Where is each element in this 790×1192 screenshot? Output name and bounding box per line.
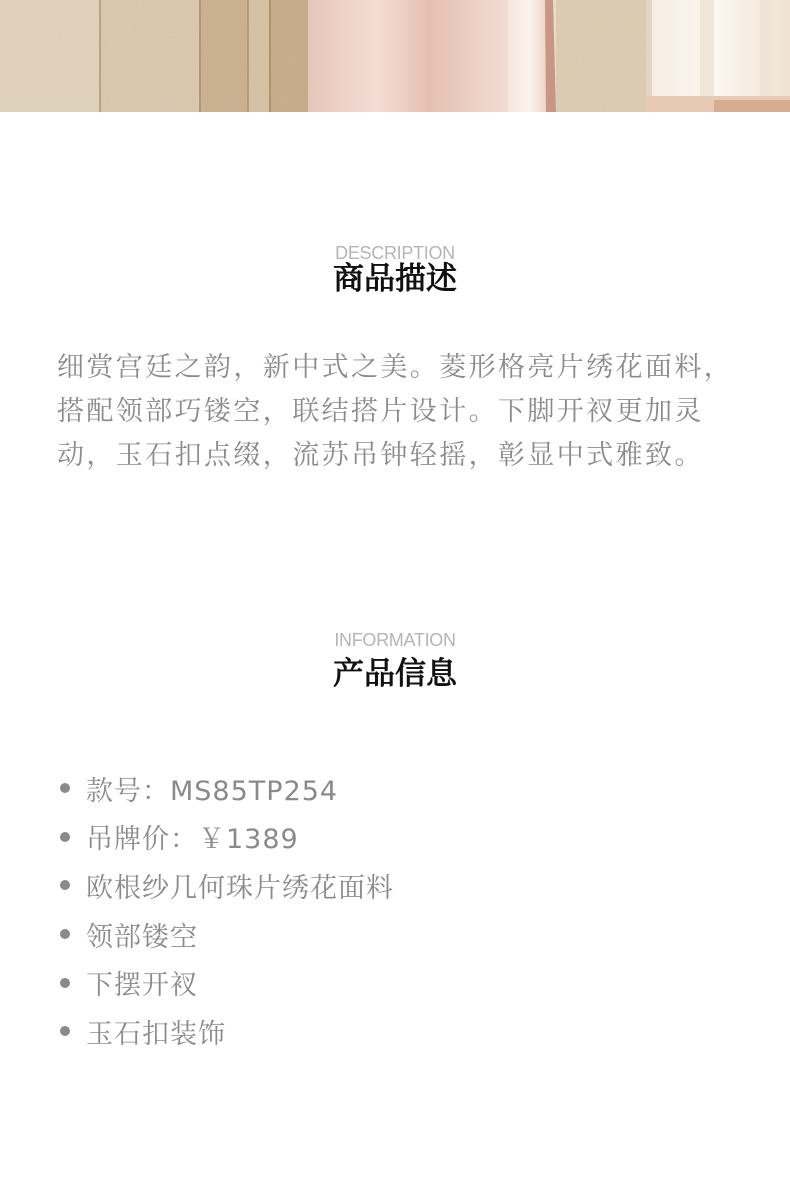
info-item-text: 吊牌价：￥1389: [86, 824, 299, 856]
info-item-text: 款号：MS85TP254: [86, 775, 339, 807]
bullet-icon: [60, 1026, 70, 1036]
information-section-label: INFORMATION: [334, 630, 456, 650]
info-item-collar: [60, 910, 740, 959]
information-section-title: 产品信息: [333, 656, 457, 692]
bullet-icon: [60, 880, 70, 890]
info-item-tag-price: [60, 813, 740, 862]
info-item-text: 下摆开衩: [86, 970, 198, 1002]
info-item-fabric: [60, 861, 740, 910]
bullet-icon: [60, 978, 70, 988]
info-item-text: 领部镂空: [86, 921, 198, 953]
bullet-icon: [60, 832, 70, 842]
product-description-text: 细赏宫廷之韵，新中式之美。菱形格亮片绣花面料，搭配领部巧镂空，联结搭片设计。下脚开衩更加灵动，玉石扣点缀，流苏吊钟轻摇，彰显中式雅致。: [57, 352, 734, 471]
bullet-icon: [60, 929, 70, 939]
info-item-buttons: [60, 1007, 740, 1056]
description-section-label: DESCRIPTION: [335, 243, 455, 263]
info-item-text: 欧根纱几何珠片绣花面料: [86, 872, 394, 904]
fabric-texture-image: [0, 0, 790, 112]
info-item-text: 玉石扣装饰: [86, 1018, 226, 1050]
product-info-list: [60, 764, 740, 1056]
hero-banner: [0, 0, 790, 112]
info-item-hem: [60, 958, 740, 1007]
info-item-style-number: [60, 764, 740, 813]
description-section-title: 商品描述: [333, 261, 457, 297]
bullet-icon: [60, 783, 70, 793]
